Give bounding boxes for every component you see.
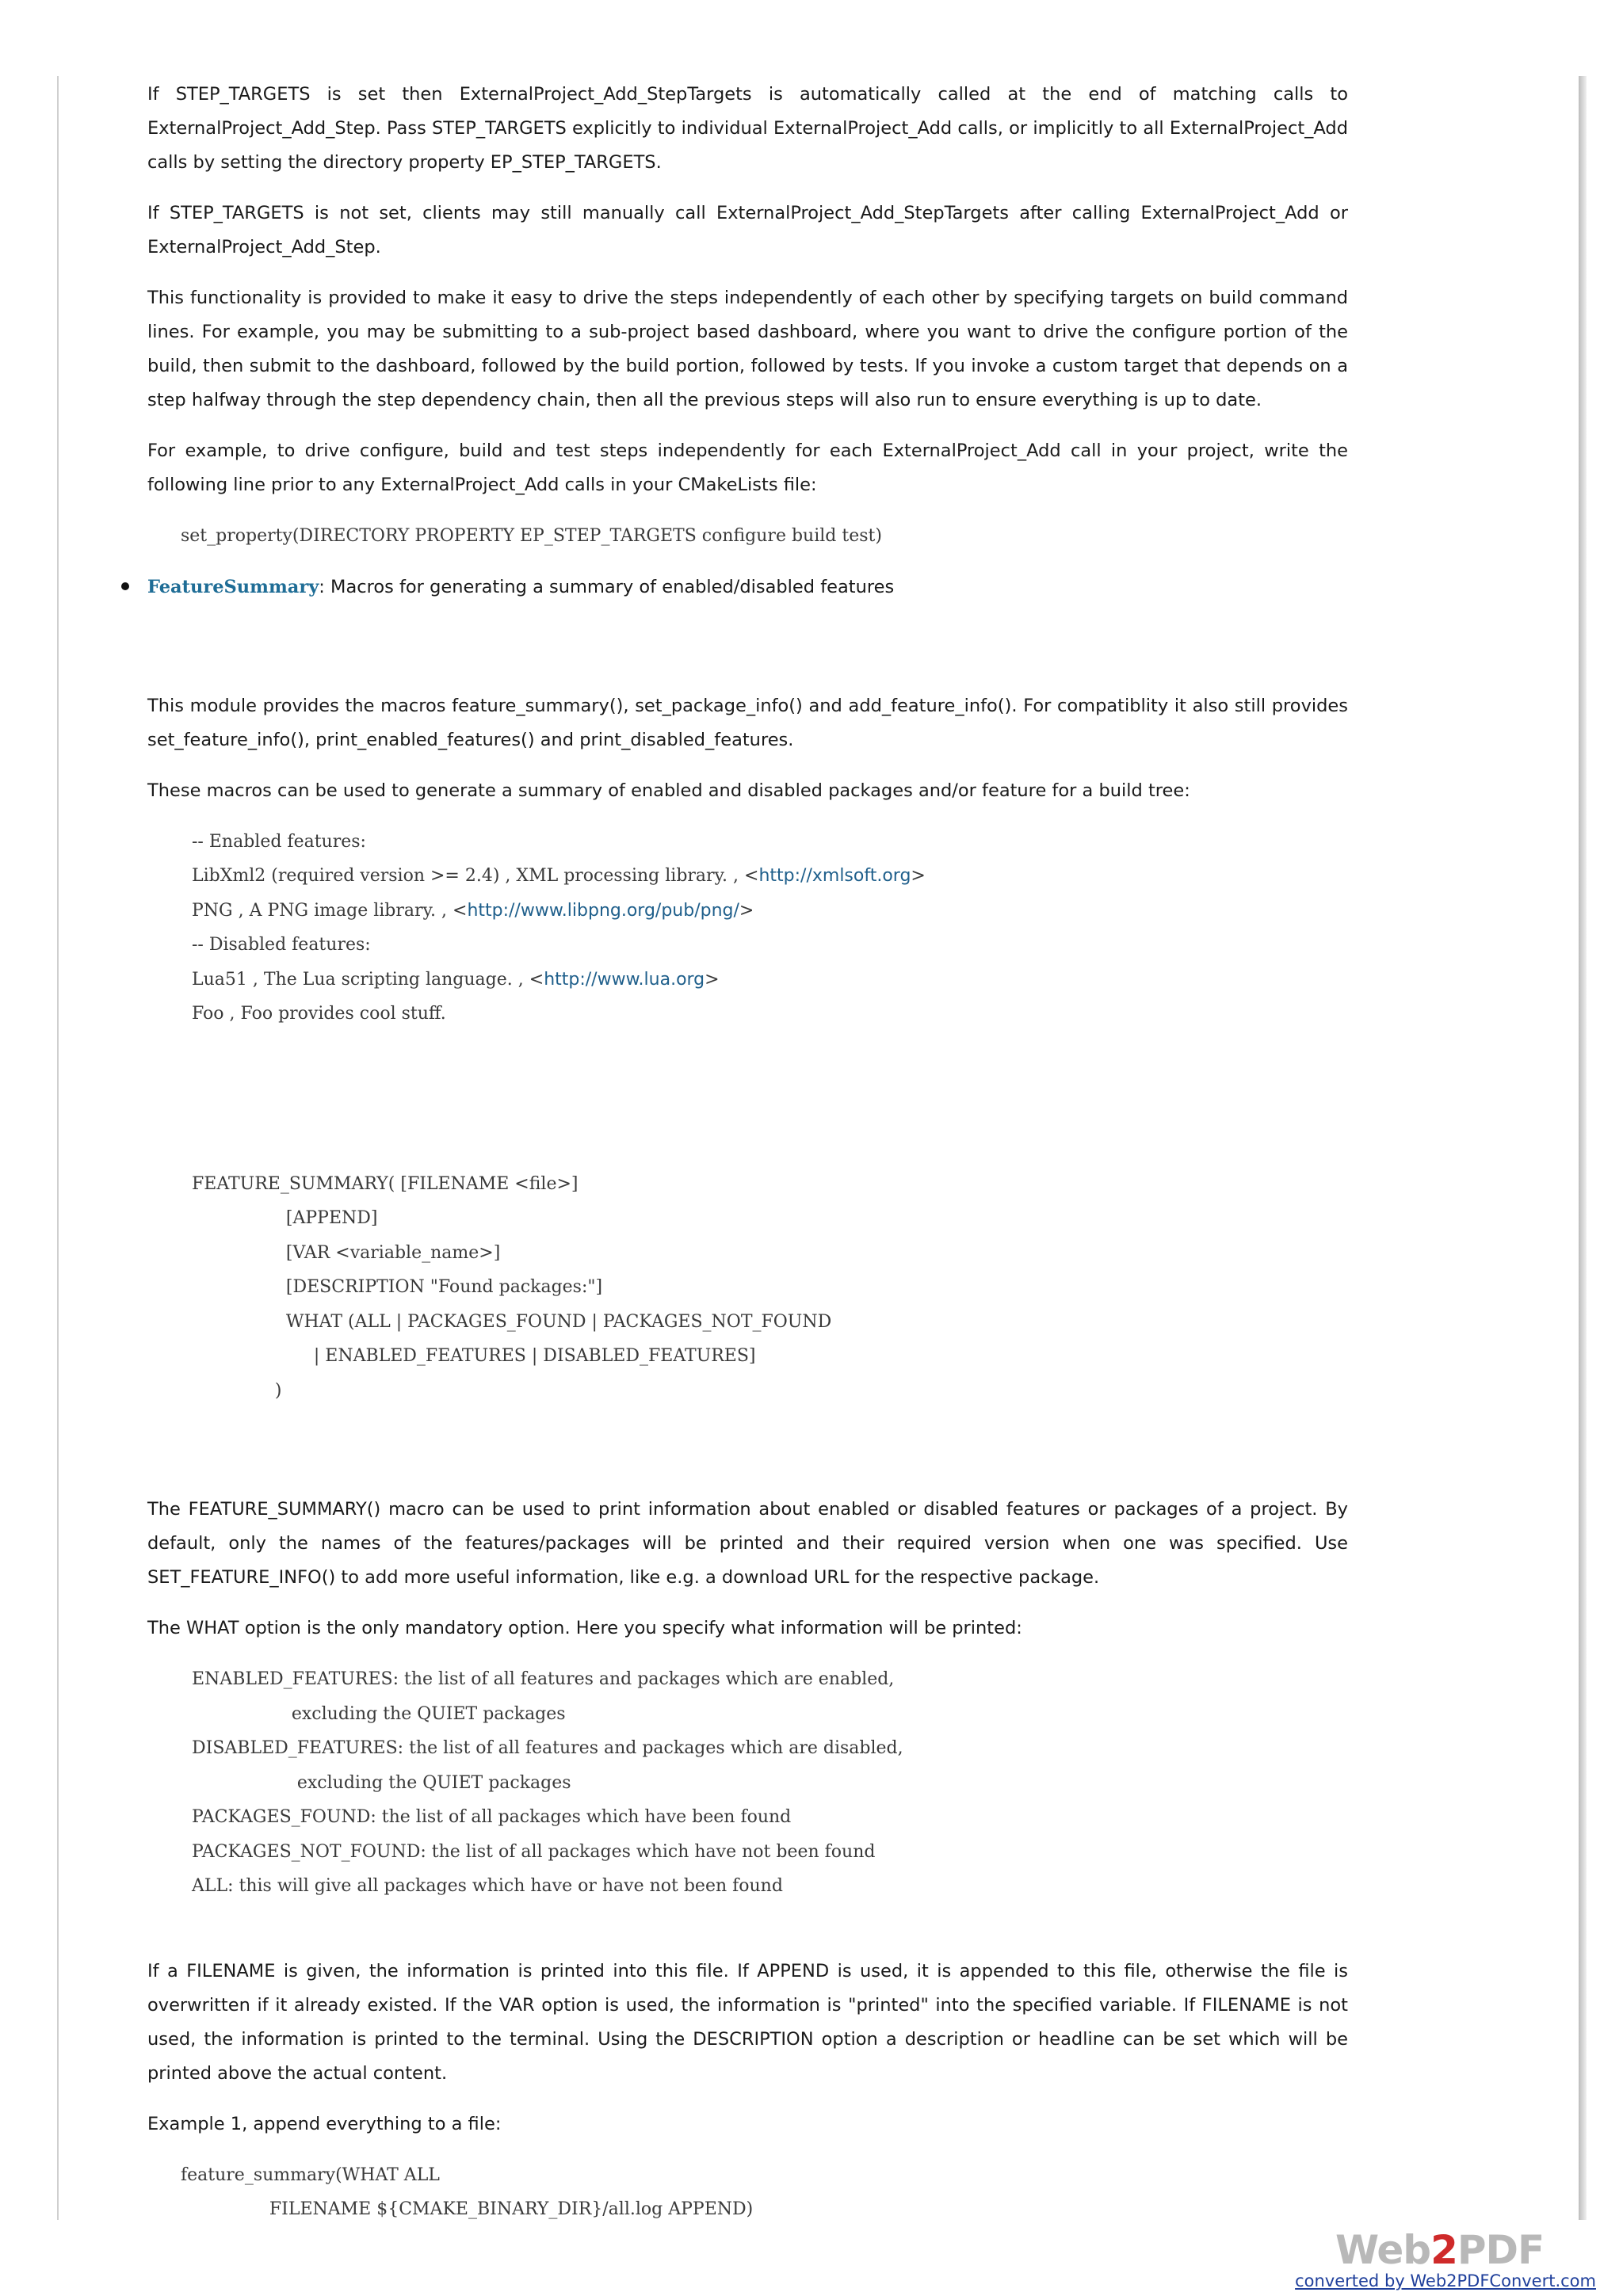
spacer bbox=[147, 1048, 1348, 1167]
paragraph-filename-option: If a FILENAME is given, the information is printed into this file. If APPEND is used, it is appended to this file, otherwise the file is overwritten if it already existed. If the VAR option is used, the information is "printed" into the specified variable. If FILENAME is not used, the information is printed to the terminal. Using the DESCRIPTION option a description or headline can be set which will be printed above the actual content. bbox=[147, 1960, 1348, 2084]
paragraph-step-targets-set: If STEP_TARGETS is set then ExternalProject_Add_StepTargets is automatically called at the end of matching calls to ExternalProject_Add_Step. Pass STEP_TARGETS explicitly to individual ExternalProject_Add calls, or implicitly to all ExternalProject_Add calls by setting the directory property EP_STEP_TARGETS. bbox=[147, 84, 1348, 173]
code-features-example bbox=[147, 825, 1348, 1032]
code-set-property: set_property(DIRECTORY PROPERTY EP_STEP_TARGETS configure build test) bbox=[181, 526, 882, 546]
web2pdf-convert-link[interactable]: converted by Web2PDFConvert.com bbox=[1295, 2271, 1596, 2290]
code-example-1: feature_summary(WHAT ALL FILENAME ${CMAKE_BINARY_DIR}/all.log APPEND) bbox=[181, 2164, 754, 2219]
code-feature-summary-signature: FEATURE_SUMMARY( [FILENAME <file>] [APPEND] [VAR <variable_name>] [DESCRIPTION "Found packages:"] WHAT (ALL | PACKAGES_FOUND | PACKAGES_NOT_FOUND | ENABLED_FEATURES | DISABLED_FEATURES] ) bbox=[192, 1173, 832, 1401]
bullet-dot-icon bbox=[121, 582, 129, 590]
paragraph-module-provides: This module provides the macros feature_summary(), set_package_info() and add_feature_info(). For compatiblity it also still provides set_feature_info(), print_enabled_features() and print_disabled_features. bbox=[147, 695, 1348, 750]
code-line: -- Disabled features: bbox=[192, 935, 371, 955]
code-line: PNG , A PNG image library. , < bbox=[192, 900, 468, 921]
lua-link[interactable]: http://www.lua.org bbox=[544, 969, 705, 990]
code-line: > bbox=[705, 969, 720, 990]
paragraph-macros-usage: These macros can be used to generate a summary of enabled and disabled packages and/or feature for a build tree: bbox=[147, 780, 1190, 801]
paragraph-step-targets-not-set: If STEP_TARGETS is not set, clients may still manually call ExternalProject_Add_StepTargets after calling ExternalProject_Add or ExternalProject_Add_Step. bbox=[147, 203, 1348, 257]
paragraph-example-1: Example 1, append everything to a file: bbox=[147, 2113, 502, 2134]
document-content bbox=[147, 78, 1348, 2244]
code-line: LibXml2 (required version >= 2.4) , XML processing library. , < bbox=[192, 866, 759, 886]
code-what-options: ENABLED_FEATURES: the list of all features and packages which are enabled, excluding the QUIET packages DISABLED_FEATURES: the list of all features and packages which are disabled, excluding the QUIET packages PACKAGES_FOUND: the list of all packages which have been found PACKAGES_NOT_FOUND: the list of all packages which have not been found ALL: this will give all packages which have or have not been found bbox=[192, 1669, 903, 1896]
xmlsoft-link[interactable]: http://xmlsoft.org bbox=[758, 866, 911, 886]
spacer bbox=[147, 1920, 1348, 1955]
paragraph-what-option: The WHAT option is the only mandatory option. Here you specify what information will be printed: bbox=[147, 1618, 1022, 1638]
bullet-feature-summary bbox=[147, 570, 1348, 605]
code-line: -- Enabled features: bbox=[192, 831, 366, 852]
libpng-link[interactable]: http://www.libpng.org/pub/png/ bbox=[467, 900, 739, 921]
page-shadow bbox=[1579, 76, 1587, 2220]
bullet-description: : Macros for generating a summary of enabled/disabled features bbox=[319, 576, 895, 597]
spacer bbox=[147, 621, 1348, 689]
code-line: Foo , Foo provides cool stuff. bbox=[192, 1004, 446, 1024]
feature-summary-link[interactable]: FeatureSummary bbox=[147, 576, 319, 597]
spacer bbox=[147, 1425, 1348, 1493]
code-line: > bbox=[911, 866, 926, 886]
paragraph-example-drive: For example, to drive configure, build and test steps independently for each ExternalProject_Add call in your project, write the following line prior to any ExternalProject_Add calls in your CMakeLists file: bbox=[147, 441, 1348, 495]
code-line: > bbox=[739, 900, 754, 921]
paragraph-functionality: This functionality is provided to make it easy to drive the steps independently of each other by specifying targets on build command lines. For example, you may be submitting to a sub-project based dashboard, where you want to drive the configure portion of the build, then submit to the dashboard, followed by the build portion, followed by tests. If you invoke a custom target that depends on a step halfway through the step dependency chain, then all the previous steps will also run to ensure everything is up to date. bbox=[147, 288, 1348, 410]
code-line: Lua51 , The Lua scripting language. , < bbox=[192, 969, 544, 990]
web2pdf-logo: Web2PDF bbox=[1335, 2227, 1545, 2273]
paragraph-feature-summary-macro: The FEATURE_SUMMARY() macro can be used to print information about enabled or disabled features or packages of a project. By default, only the names of the features/packages will be printed and their required version when one was specified. Use SET_FEATURE_INFO() to add more useful information, like e.g. a download URL for the respective package. bbox=[147, 1499, 1348, 1588]
